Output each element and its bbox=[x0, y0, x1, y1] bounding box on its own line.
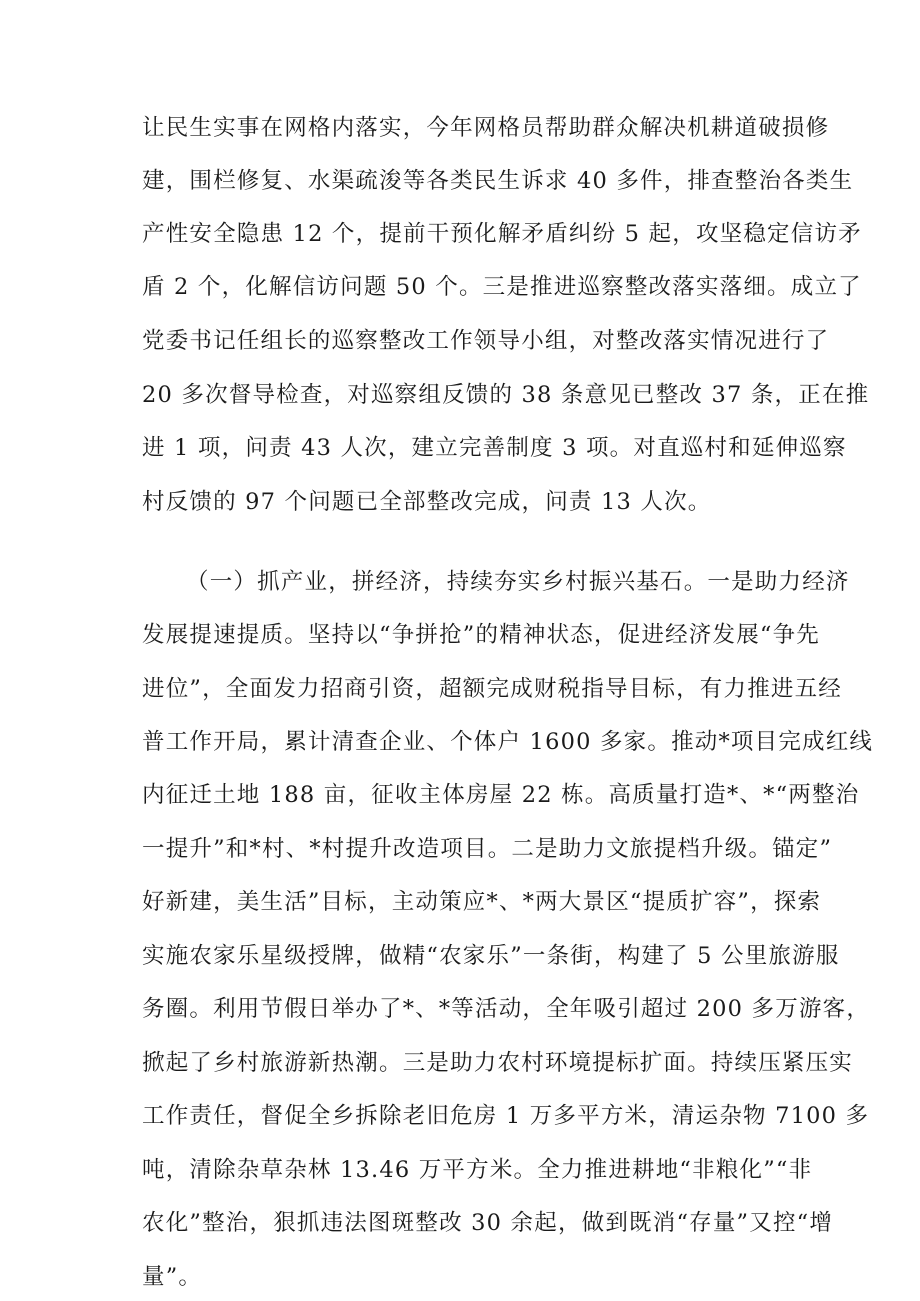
paragraph-2-line-13: 农化”整治，狠抓违法图斑整改 30 余起，做到既消“存量”又控“增 bbox=[142, 1210, 834, 1236]
paragraph-2-line-14: 量”。 bbox=[142, 1264, 203, 1290]
paragraph-2-line-9: 务圈。利用节假日举办了*、*等活动，全年吸引超过 200 多万游客， bbox=[142, 996, 871, 1022]
paragraph-2-line-7: 好新建，美生活”目标，主动策应*、*两大景区“提质扩容”，探索 bbox=[142, 889, 822, 915]
paragraph-1-line-3: 产性安全隐患 12 个，提前干预化解矛盾纠纷 5 起，攻坚稳定信访矛 bbox=[142, 221, 862, 247]
paragraph-2-line-5: 内征迁土地 188 亩，征收主体房屋 22 栋。高质量打造*、*“两整治 bbox=[142, 782, 860, 808]
paragraph-2-line-6: 一提升”和*村、*村提升改造项目。二是助力文旅提档升级。锚定” bbox=[142, 836, 833, 862]
paragraph-2-line-2: 发展提速提质。坚持以“争拼抢”的精神状态，促进经济发展“争先 bbox=[142, 622, 821, 648]
paragraph-2-line-4: 普工作开局，累计清查企业、个体户 1600 多家。推动*项目完成红线 bbox=[142, 729, 874, 755]
paragraph-1-line-7: 进 1 项，问责 43 人次，建立完善制度 3 项。对直巡村和延伸巡察 bbox=[142, 435, 847, 461]
paragraph-2-line-11: 工作责任，督促全乡拆除老旧危房 1 万多平方米，清运杂物 7100 多 bbox=[142, 1103, 870, 1129]
paragraph-1-line-4: 盾 2 个，化解信访问题 50 个。三是推进巡察整改落实落细。成立了 bbox=[142, 274, 862, 300]
paragraph-2-line-3: 进位”，全面发力招商引资，超额完成财税指导目标，有力推进五经 bbox=[142, 676, 843, 702]
paragraph-2-line-8: 实施农家乐星级授牌，做精“农家乐”一条街，构建了 5 公里旅游服 bbox=[142, 943, 840, 969]
paragraph-2-line-12: 吨，清除杂草杂林 13.46 万平方米。全力推进耕地“非粮化”“非 bbox=[142, 1157, 813, 1183]
paragraph-1-line-1: 让民生实事在网格内落实，今年网格员帮助群众解决机耕道破损修 bbox=[142, 115, 830, 141]
paragraph-2-line-10: 掀起了乡村旅游新热潮。三是助力农村环境提标扩面。持续压紧压实 bbox=[142, 1050, 854, 1076]
paragraph-1-line-2: 建，围栏修复、水渠疏浚等各类民生诉求 40 多件，排查整治各类生 bbox=[142, 168, 854, 194]
paragraph-1-line-8: 村反馈的 97 个问题已全部整改完成，问责 13 人次。 bbox=[142, 489, 712, 515]
paragraph-2-line-1: （一）抓产业，拼经济，持续夯实乡村振兴基石。一是助力经济 bbox=[186, 569, 850, 595]
paragraph-1-line-6: 20 多次督导检查，对巡察组反馈的 38 条意见已整改 37 条，正在推 bbox=[142, 382, 870, 408]
paragraph-1-line-5: 党委书记任组长的巡察整改工作领导小组，对整改落实情况进行了 bbox=[142, 328, 830, 354]
